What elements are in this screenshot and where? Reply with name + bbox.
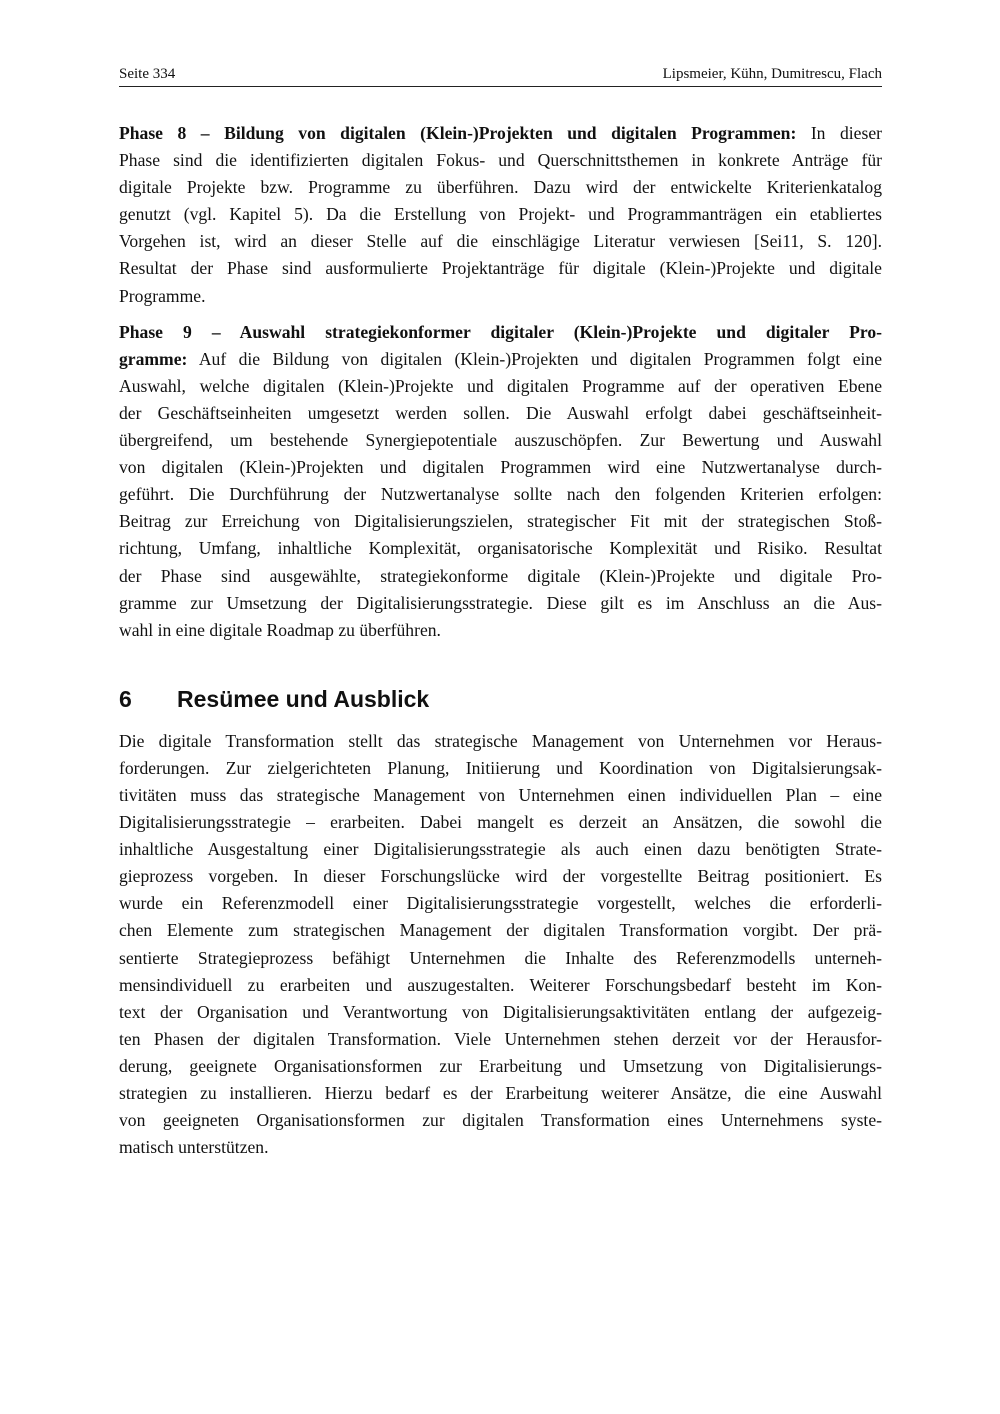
phase9-title: Phase 9 – Auswahl strategiekonformer digitaler (Klein-)Projekte und digitaler Pro- (119, 321, 882, 342)
phase9-paragraph: Phase 9 – Auswahl strategiekonformer digitaler (Klein-)Projekte und digitaler Pro- gramme: Auf die Bildung von digitalen (Klein-)Projekten und digitalen Programmen folgt eine Auswahl, welche digitalen (Klein-)Projekte und digitalen Programme auf der operativen Ebene der Geschäftseinheiten umgesetzt werden sollen. Die Auswahl erfolgt dabei geschäftseinheit- übergreifend, um bestehende Synergiepotentiale auszuschöpfen. Zur Bewertung und Auswahl von digitalen (Klein-)Projekten und digitalen Programmen wird eine Nutzwertanalyse durch- geführt. Die Durchführung der Nutzwertanalyse sollte nach den folgenden Kriterien erfolgen: Beitrag zur Erreichung von Digitalisierungszielen, strategischer Fit mit der strategischen Stoß- richtung, Umfang, inhaltliche Komplexität, organisatorische Komplexität und Risiko. Resultat der Phase sind ausgewählte, strategiekonforme digitale (Klein-)Projekte und digitale Pro- gramme zur Umsetzung der Digitalisierungsstrategie. Diese gilt es im Anschluss an die Aus- wahl in eine digitale Roadmap zu überführen. (119, 319, 882, 644)
page-header (119, 66, 882, 87)
section-number: 6 (119, 685, 132, 712)
phase9-title-cont: gramme: (119, 348, 188, 369)
section-heading (119, 684, 882, 714)
summary-paragraph: Die digitale Transformation stellt das strategische Management von Unternehmen vor Heraus- forderungen. Zur zielgerichteten Planung, Initiierung und Koordination von Digitalsierungsak- tivitäten muss das strategische Management von Unternehmen einen individuellen Plan – eine Digitalisierungsstrategie – erarbeiten. Dabei mangelt es derzeit an Ansätzen, die sowohl die inhaltliche Ausgestaltung einer Digitalisierungsstrategie als auch einen dazu benötigten Strate- gieprozess vorgeben. In dieser Forschungslücke wird der vorgestellte Beitrag positioniert. Es wurde ein Referenzmodell einer Digitalisierungsstrategie vorgestellt, welches die erforderli- chen Elemente zum strategischen Management der digitalen Transformation vorgibt. Der prä- sentierte Strategieprozess befähigt Unternehmen die Inhalte des Referenzmodells unterneh- mensindividuell zu erarbeiten und auszugestalten. Weiterer Forschungsbedarf besteht im Kon- text der Organisation und Verantwortung von Digitalisierungsaktivitäten entlang der aufgezeig- ten Phasen der digitalen Transformation. Viele Unternehmen stehen derzeit vor der Herausfor- derung, geeignete Organisationsformen zur Erarbeitung und Umsetzung von Digitalisierungs- strategien zu installieren. Hierzu bedarf es der Erarbeitung weiterer Ansätze, die eine Auswahl von geeigneten Organisationsformen zur digitalen Transformation eines Unternehmens syste- matisch unterstützen. (119, 730, 882, 1158)
phase8-paragraph: Phase 8 – Bildung von digitalen (Klein-)Projekten und digitalen Programmen: In dieser Phase sind die identifizierten digitalen Fokus- und Querschnittsthemen in konkrete Anträge für digitale Projekte bzw. Programme zu überführen. Dazu wird der entwickelte Kriterienkatalog genutzt (vgl. Kapitel 5). Da die Erstellung von Projekt- und Programmanträgen ein etabliertes Vorgehen ist, wird an dieser Stelle auf die einschlägige Literatur verwiesen [Sei11, S. 120]. Resultat der Phase sind ausformulierte Projektanträge für digitale (Klein-)Projekte und digitale Programme. (119, 123, 882, 306)
phase8-title: Phase 8 – Bildung von digitalen (Klein-)Projekten und digitalen Programmen: (119, 123, 797, 143)
page-number: Seite 334 (119, 66, 176, 82)
page-body (119, 120, 882, 1161)
section-title: Resümee und Ausblick (177, 685, 430, 712)
running-authors: Lipsmeier, Kühn, Dumitrescu, Flach (662, 66, 882, 82)
